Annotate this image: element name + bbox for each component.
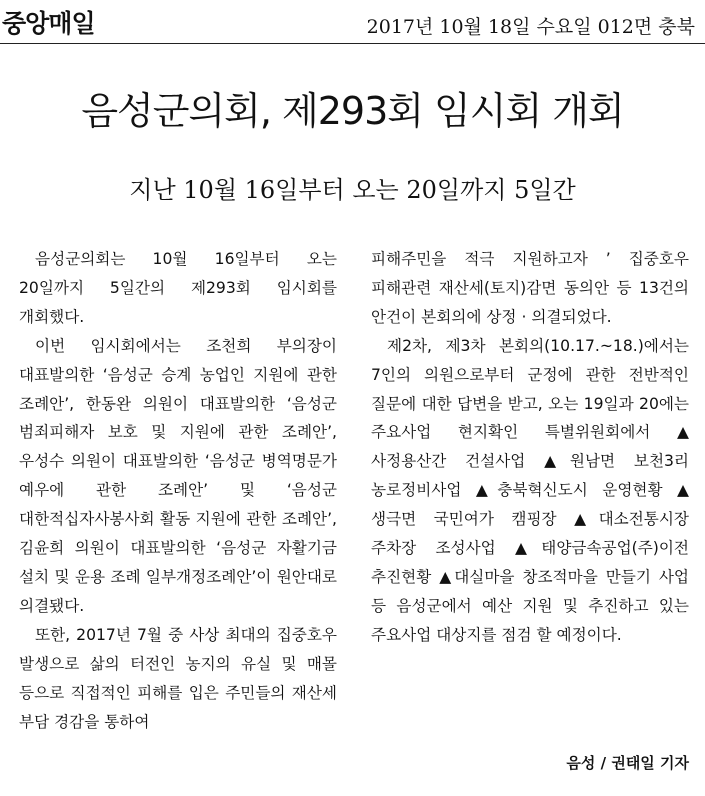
masthead-divider [0, 43, 705, 44]
newspaper-logo: 중앙매일 [2, 9, 95, 38]
byline: 음성 / 권태일 기자 [566, 754, 689, 772]
subheadline: 지난 10월 16일부터 오는 20일까지 5일간 [129, 176, 576, 204]
paragraph: 제2차, 제3차 본회의(10.17.~18.)에서는 7인의 의원으로부터 군정에 관한 전반적인 질문에 대한 답변을 받고, 오는 19일과 20에는 주요사업 현지확인 특별위원회에서 ▲사정용산간 건설사업 ▲원남면 보천3리 농로정비사업 ▲충북혁신도시 운영현황 ▲생극면 국민여가 캠핑장 ▲대소전통시장 주차장 조성사업 ▲태양금속공업(주)이전 추진현황 ▲대실마을 창조적마을 만들기 사업 등 음성군에서 예산 지원 및 추진하고 있는 주요사업 대상지를 점검 할 예정이다. [371, 336, 689, 644]
masthead [0, 0, 705, 42]
dateline: 2017년 10월 18일 수요일 012면 충북 [366, 16, 695, 38]
paragraph: 이번 임시회에서는 조천희 부의장이 대표발의한 ‘음성군 승계 농업인 지원에 관한 조례안’, 한동완 의원이 대표발의한 ‘음성군 범죄피해자 보호 및 지원에 관한 조례안’, 우성수 의원이 대표발의한 ‘음성군 병역명문가 예우에 관한 조례안’ 및 ‘음성군 대한적십자사봉사회 활동 지원에 관한 조례안’, 김윤희 의원이 대표발의한 ‘음성군 자활기금 설치 및 운용 조례 일부개정조례안’이 원안대로 의결됐다. [19, 336, 337, 615]
paragraph: 음성군의회는 10월 16일부터 오는 20일까지 5일간의 제293회 임시회를 개회했다. [19, 250, 337, 326]
paragraph-continued: 피해주민을 적극 지원하고자 ’ 집중호우 피해관련 재산세(토지)감면 동의안 등 13건의 안건이 본회의에 상정 · 의결되었다. [371, 250, 689, 326]
headline: 음성군의회, 제293회 임시회 개회 [81, 89, 624, 133]
article-column-left [19, 245, 337, 736]
paragraph: 또한, 2017년 7월 중 사상 최대의 집중호우 발생으로 삶의 터전인 농지의 유실 및 매몰 등으로 직접적인 피해를 입은 주민들의 재산세 부담 경감을 통하여 [19, 625, 337, 731]
article-column-right [371, 245, 689, 650]
